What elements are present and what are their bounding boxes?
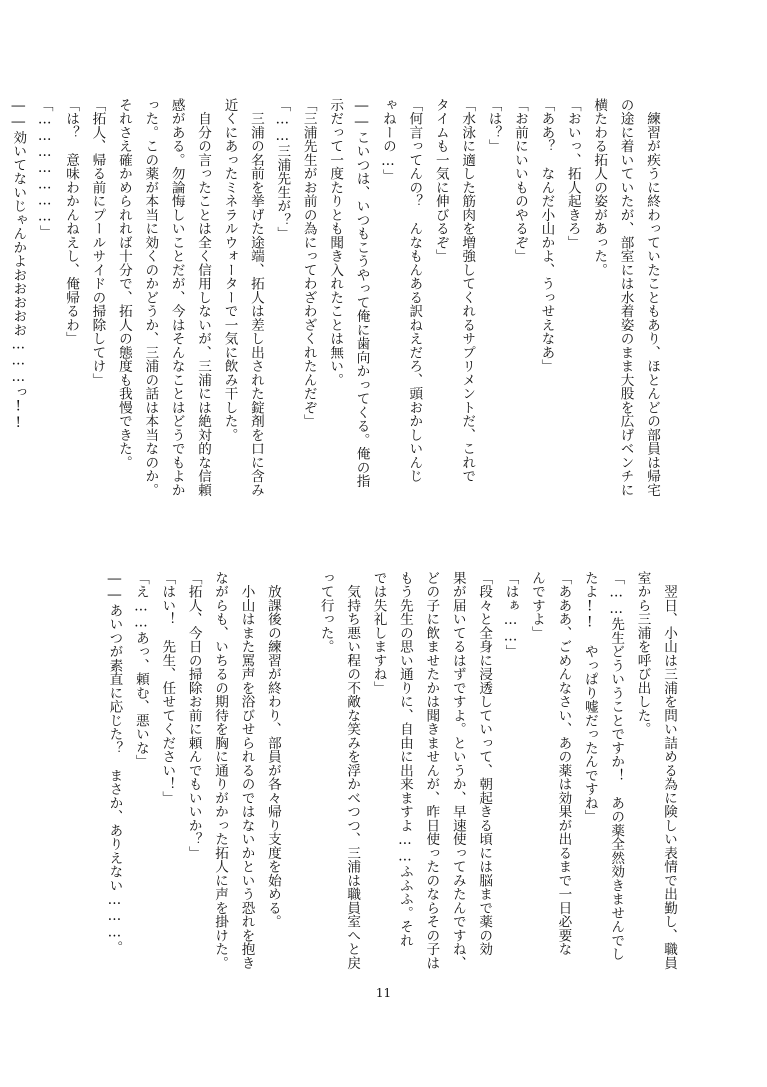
text-line: んですよ」 [528, 571, 545, 640]
upper-text-block [5, 98, 665, 523]
text-line: 示だって一度たりとも聞き入れたことは無い。 [327, 98, 344, 387]
text-line: それさえ確かめられれば十分で、拓人の態度も我慢できた。 [115, 98, 132, 470]
text-line: 横たわる拓人の姿があった。 [591, 98, 608, 277]
text-line: 「おいっ、拓人起きろ」 [564, 98, 581, 250]
text-line: どの子に飲ませたかは聞きませんが、昨日使ったのならその子は [423, 571, 440, 970]
text-line: 翌日、小山は三浦を問い詰める為に険しい表情で出勤し、職員 [661, 571, 677, 970]
text-line: 「は？」 [485, 98, 502, 153]
text-line: 「え……あっ、頼む、悪いな」 [132, 571, 149, 769]
text-line: 放課後の練習が終わり、部員が各々帰り支度を始める。 [264, 571, 281, 929]
text-line: 小山はまた罵声を浴びせられるのではないかという恐れを抱き [238, 571, 255, 970]
text-line: 練習が疾うに終わっていたこともあり、ほとんどの部員は帰宅 [644, 98, 660, 497]
text-line: 三浦の名前を挙げた途端、拓人は差し出された錠剤を口に含み [247, 98, 264, 497]
text-line: では失礼しますね」 [370, 571, 387, 695]
text-line: たよ!! やっぱり嘘だったんですね」 [581, 571, 598, 824]
text-line: 「は？ 意味わかんねえし、俺帰るわ」 [63, 98, 80, 346]
text-line: 「拓人、今日の掃除お前に頼んでもいいか？」 [185, 571, 202, 860]
text-line: 「お前にいいものやるぞ」 [511, 98, 528, 263]
text-line: ――こいつは、いつもこうやって俺に歯向かってくる。俺の指 [353, 98, 370, 488]
text-line: 「三浦先生がお前の為にってわざわざくれたんだぞ」 [300, 98, 317, 428]
lower-text-block [101, 571, 682, 970]
text-line: 「何言ってんの？ んなもんある訳ねえだろ、頭おかしいんじ [406, 98, 423, 483]
text-line: 「あああ、ごめんなさい、あの薬は効果が出るまで一日必要な [555, 571, 572, 956]
text-line: ながらも、いちるの期待を胸に通りがかった拓人に声を掛けた。 [212, 571, 229, 970]
text-line: ゃねーの…」 [379, 98, 396, 183]
text-line: 「…………………」 [36, 98, 53, 239]
text-line: 「はい！ 先生、任せてください！」 [159, 571, 176, 805]
text-line: 感がある。勿論悔しいことだが、今はそんなことはどうでもよか [168, 98, 185, 497]
text-line: 気持ち悪い程の不敵な笑みを浮かべつつ、三浦は職員室へと戻 [344, 571, 361, 970]
page-number: 11 [375, 986, 392, 1000]
text-line: 果が届いてるはずですよ。というか、早速使ってみたんですね、 [449, 571, 466, 970]
blank-line [286, 571, 312, 966]
text-line: の途に着いていたが、部室には水着姿のまま大股を広げベンチに [617, 98, 634, 497]
text-line: 「段々と全身に浸透していって、朝起きる頃には脳まで薬の効 [476, 571, 493, 956]
text-line: 室から三浦を呼び出した。 [634, 571, 651, 736]
text-line: った。この薬が本当に効くのかどうか、三浦の話は本当なのか。 [142, 98, 159, 497]
text-line: って行った。 [317, 571, 334, 654]
text-line: 「水泳に適した筋肉を増強してくれるサプリメントだ、これで [459, 98, 476, 483]
text-line: ――効いてないじゃんかよおおおおお………っ!! [10, 98, 27, 432]
text-line: 「はぁ……」 [502, 571, 519, 659]
text-line: 「拓人、帰る前にプールサイドの掃除してけ」 [89, 98, 106, 387]
text-line: ――あいつが素直に応じた？ まさか、ありえない………。 [106, 571, 123, 955]
text-line: もう先生の思い通りに、自由に出来ますよ……ふふふ。それ [396, 571, 413, 948]
text-line: タイムも一気に伸びるぞ」 [432, 98, 449, 263]
text-line: 「ああ？ なんだ小山かよ、うっせえなあ」 [538, 98, 555, 373]
text-line: 自分の言ったことは全く信用しないが、三浦には絶対的な信頼 [195, 98, 212, 497]
text-line: 「……三浦先生が？」 [274, 98, 291, 241]
text-line: 近くにあったミネラルウォーターで一気に飲み干した。 [221, 98, 238, 442]
text-line: 「……先生どういうことですか！ あの薬全然効きませんでし [608, 571, 625, 961]
